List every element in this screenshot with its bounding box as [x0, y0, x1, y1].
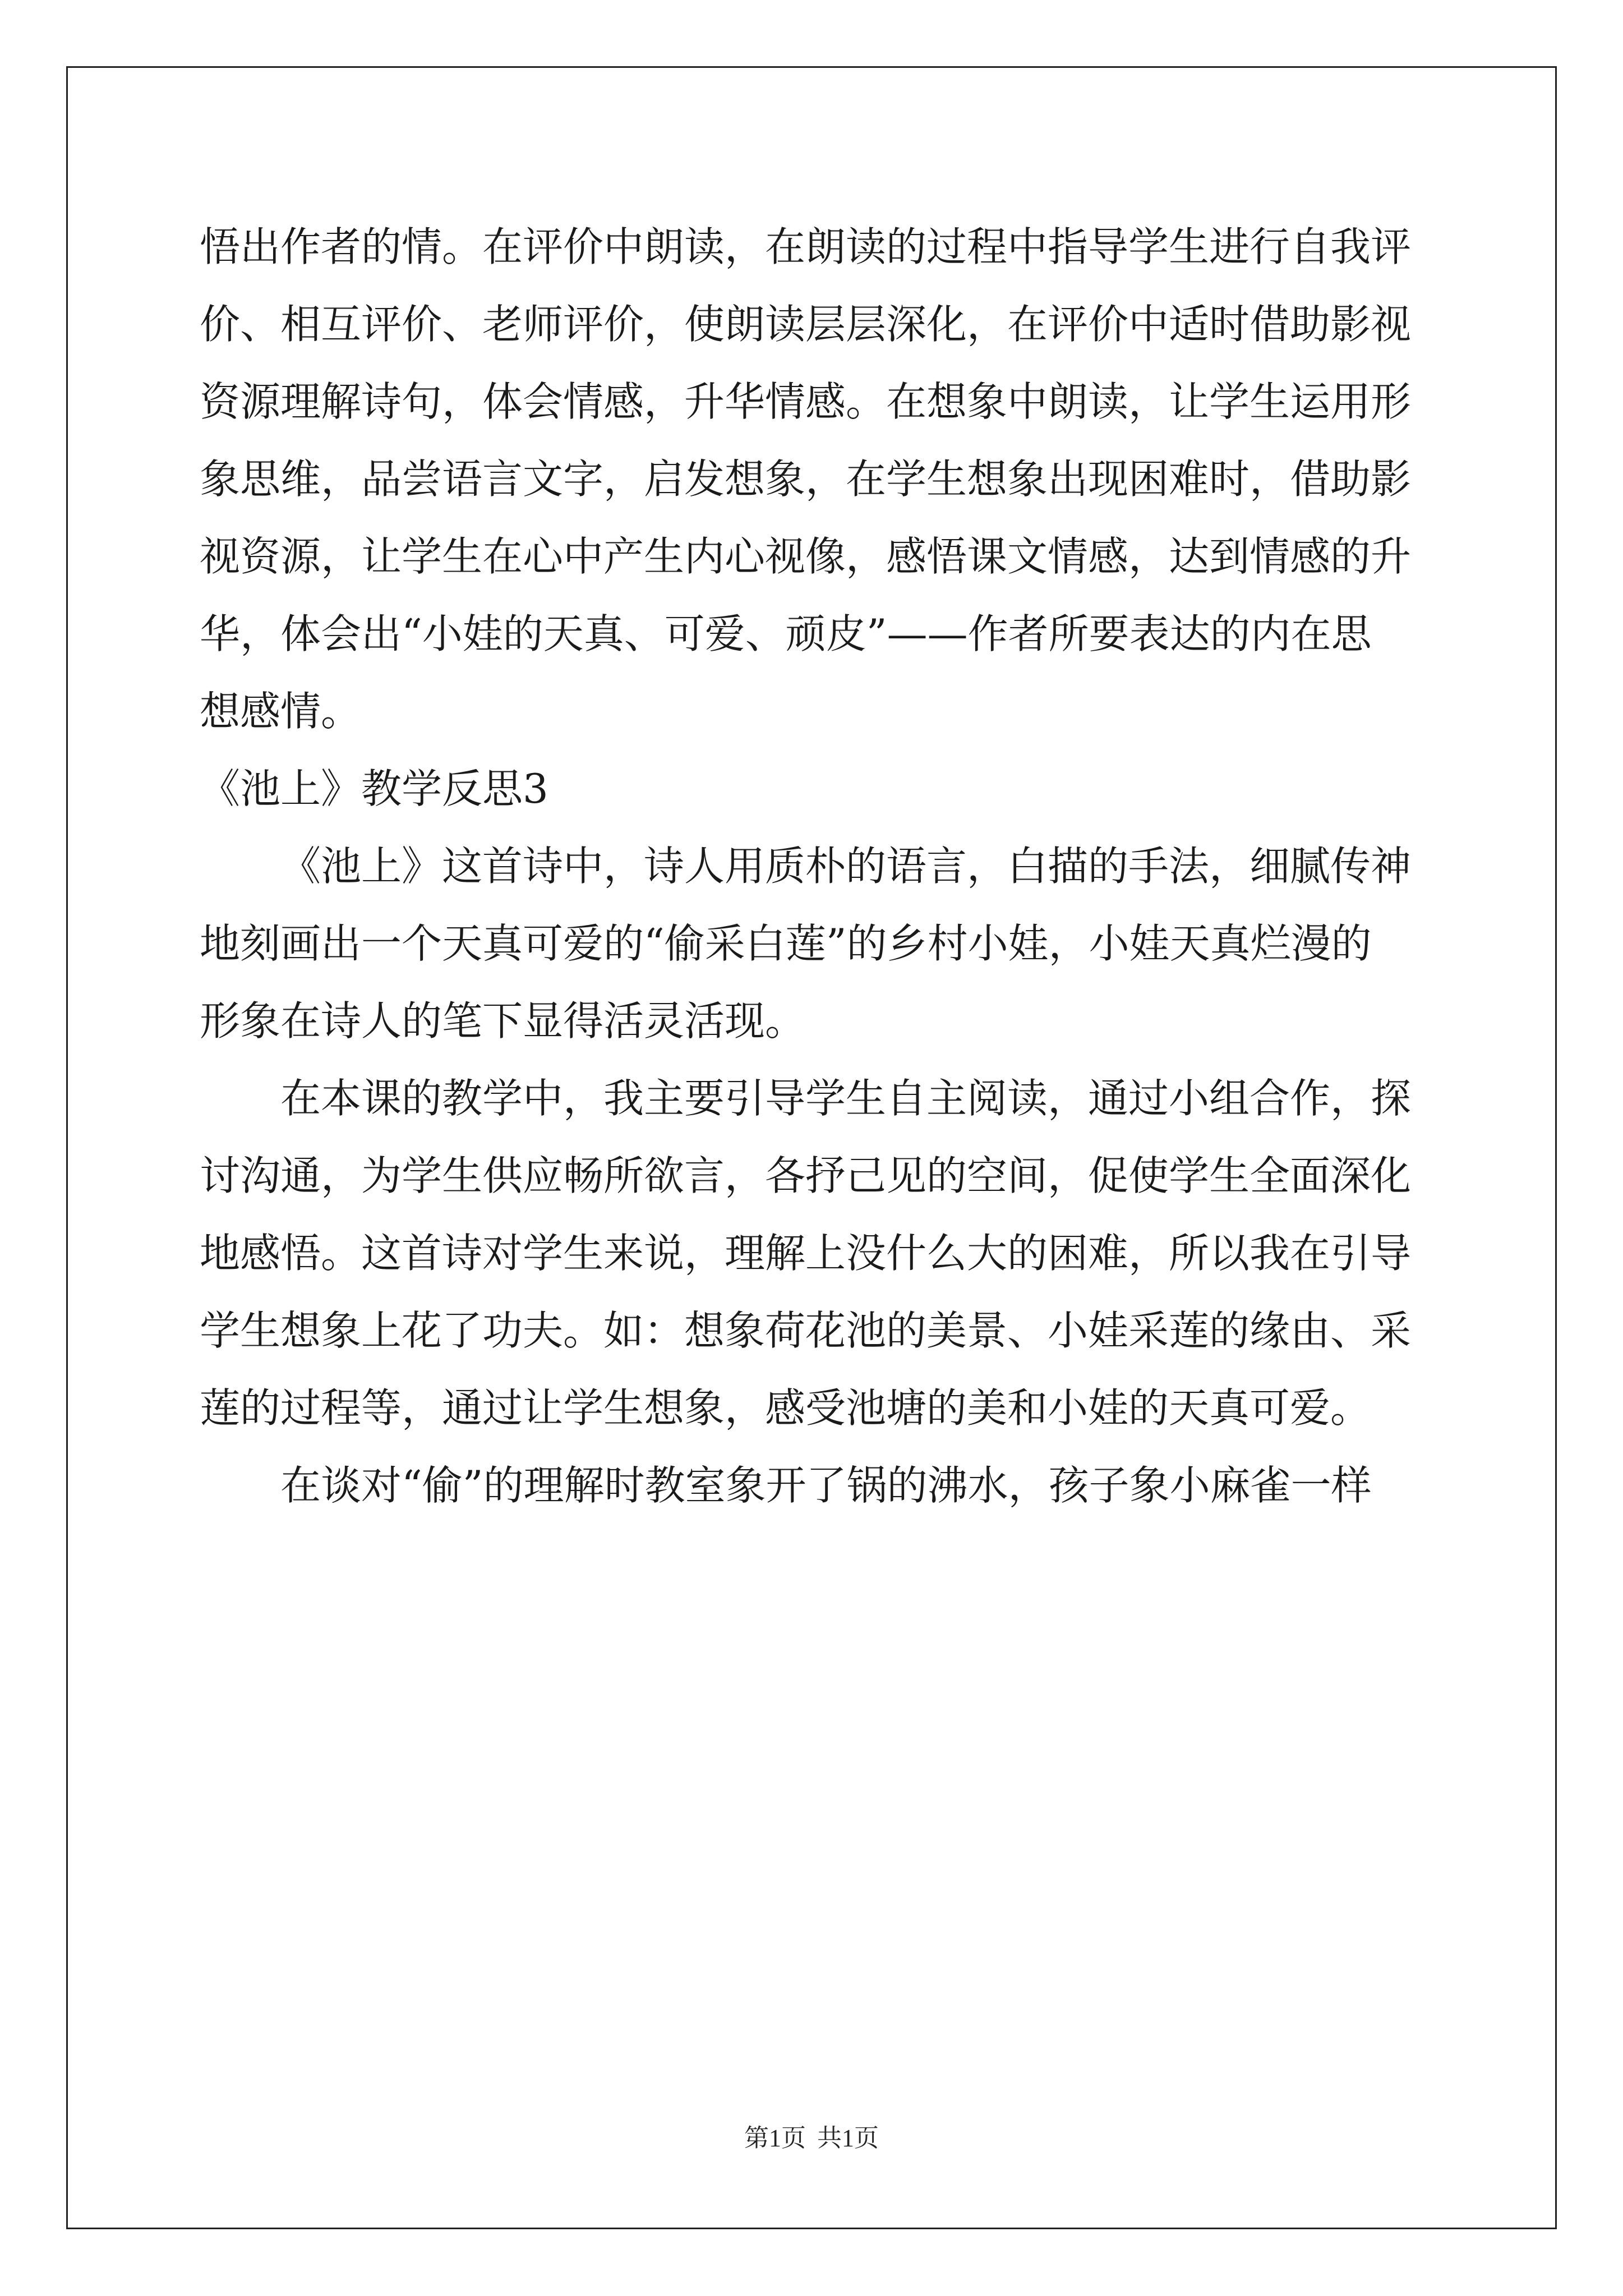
page-total: 共1页	[817, 2124, 879, 2152]
paragraph-line: 学生想象上花了功夫。如：想象荷花池的美景、小娃采莲的缘由、采	[200, 1307, 1412, 1354]
paragraph-line: 莲的过程等，通过让学生想象，感受池塘的美和小娃的天真可爱。	[200, 1384, 1371, 1432]
paragraph-line: 讨沟通，为学生供应畅所欲言，各抒己见的空间，促使学生全面深化	[200, 1152, 1412, 1199]
paragraph-line: 悟出作者的情。在评价中朗读，在朗读的过程中指导学生进行自我评	[200, 223, 1412, 270]
paragraph-line: 华，体会出“小娃的天真、可爱、顽皮”——作者所要表达的内在思	[200, 610, 1372, 657]
paragraph-line: 地刻画出一个天真可爱的“偷采白莲”的乡村小娃，小娃天真烂漫的	[200, 920, 1372, 967]
paragraph-line: 地感悟。这首诗对学生来说，理解上没什么大的困难，所以我在引导	[200, 1230, 1412, 1277]
paragraph-line: 在谈对“偷”的理解时教室象开了锅的沸水，孩子象小麻雀一样	[280, 1462, 1372, 1509]
paragraph-line: 象思维，品尝语言文字，启发想象，在学生想象出现困难时，借助影	[200, 455, 1412, 503]
paragraph-line: 资源理解诗句，体会情感，升华情感。在想象中朗读，让学生运用形	[200, 378, 1412, 425]
paragraph-line: 《池上》这首诗中，诗人用质朴的语言，白描的手法，细腻传神	[280, 843, 1412, 890]
paragraph-line: 价、相互评价、老师评价，使朗读层层深化，在评价中适时借助影视	[200, 301, 1412, 348]
page-footer	[0, 2122, 1623, 2155]
paragraph-line: 想感情。	[200, 688, 362, 735]
paragraph-line: 在本课的教学中，我主要引导学生自主阅读，通过小组合作，探	[280, 1075, 1412, 1122]
paragraph-line: 形象在诗人的笔下显得活灵活现。	[200, 997, 806, 1045]
paragraph-line: 视资源，让学生在心中产生内心视像，感悟课文情感，达到情感的升	[200, 533, 1412, 580]
section-heading: 《池上》教学反思3	[200, 765, 548, 812]
page-number: 第1页	[744, 2124, 806, 2152]
